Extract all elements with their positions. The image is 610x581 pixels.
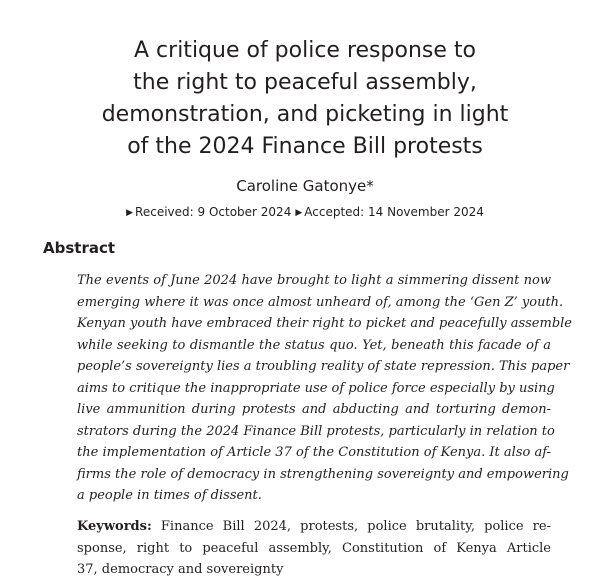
abstract-line: the implementation of Article 37 of the Constitution of Kenya. It also af- (77, 445, 551, 460)
received-date: Received: 9 October 2024 (135, 205, 292, 219)
keywords-block (77, 516, 551, 581)
accepted-date: Accepted: 14 November 2024 (304, 205, 484, 219)
triangle-right-icon: ▶ (126, 208, 134, 218)
abstract-body (77, 270, 572, 507)
triangle-right-icon: ▶ (295, 208, 303, 218)
title-line: demonstration, and picketing in light (101, 102, 509, 127)
abstract-line: a people in times of dissent. (77, 488, 262, 503)
abstract-line: live ammunition during protests and abducting and torturing demon- (77, 402, 551, 417)
abstract-line: The events of June 2024 have brought to light a simmering dissent now (77, 273, 551, 288)
abstract-heading: Abstract (43, 239, 116, 257)
title-line: A critique of police response to (134, 38, 476, 63)
publication-dates (0, 205, 610, 219)
keywords-line (77, 516, 551, 538)
abstract-line: while seeking to dismantle the status quo. Yet, beneath this facade of a (77, 337, 551, 353)
paper-title (60, 35, 550, 163)
abstract-line: strators during the 2024 Finance Bill protests, particularly in relation to (77, 423, 555, 439)
abstract-line: aims to critique the inappropriate use of police force especially by using (77, 380, 555, 396)
abstract-line: firms the role of democracy in strengthening sovereignty and empowering (77, 466, 569, 482)
keywords-line: sponse, right to peaceful assembly, Constitution of Kenya Article (77, 540, 551, 556)
abstract-line: emerging where it was once almost unheard of, among the ‘Gen Z’ youth. (77, 294, 564, 310)
author-name: Caroline Gatonye* (236, 177, 374, 195)
title-line: the right to peaceful assembly, (133, 70, 477, 95)
keywords-label: Keywords: (77, 519, 152, 534)
abstract-line: Kenyan youth have embraced their right to picket and peacefully assemble (77, 316, 572, 331)
keywords-text: Finance Bill 2024, protests, police brutality, police re- (160, 519, 551, 534)
title-line: of the 2024 Finance Bill protests (127, 134, 483, 159)
abstract-line: people’s sovereignty lies a troubling reality of state repression. This paper (77, 359, 570, 374)
keywords-line: 37, democracy and sovereignty (77, 562, 284, 577)
